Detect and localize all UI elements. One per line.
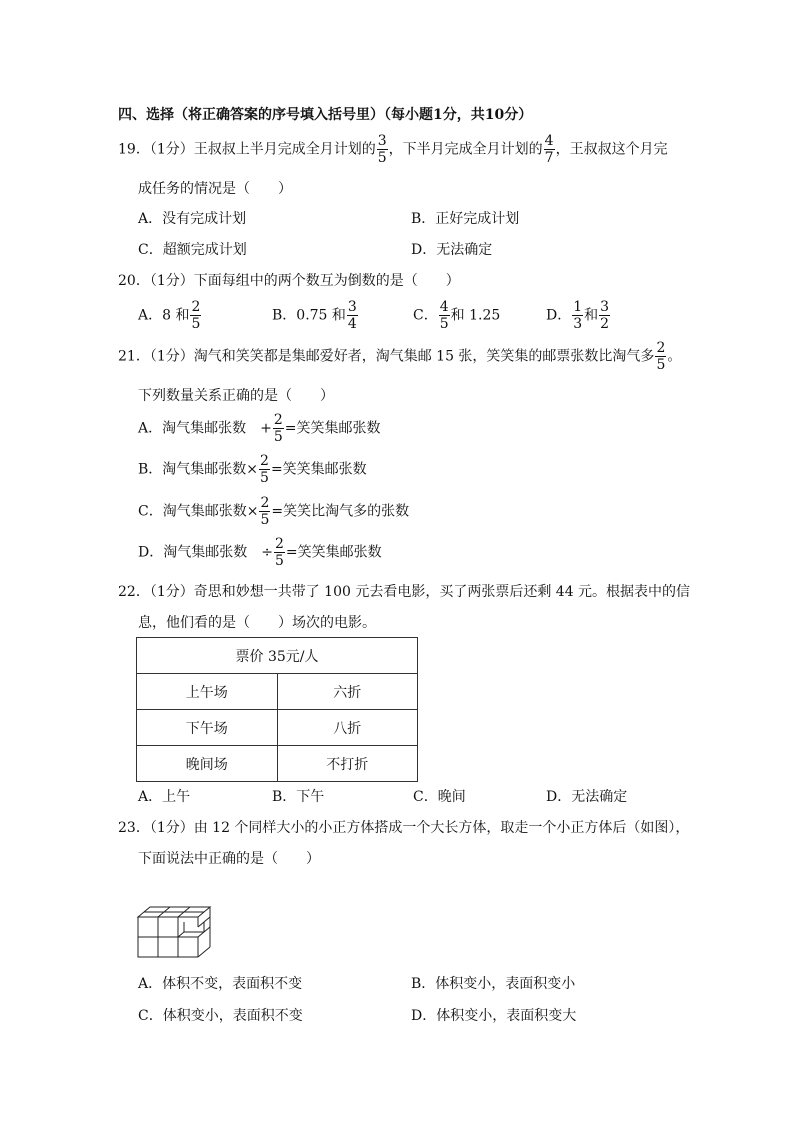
- q22-option-c[interactable]: C．晚间: [413, 789, 466, 805]
- q23-stem-line2: 下面说法中正确的是（ ）: [138, 851, 320, 867]
- table-row: 下午场 八折: [137, 710, 418, 746]
- q19-option-d[interactable]: D．无法确定: [411, 242, 493, 258]
- q22-stem: 22．（1分）奇思和妙想一共带了 100 元去看电影，买了两张票后还剩 44 元。根据表中的信: [118, 584, 691, 600]
- fraction: $\frac{4}{7}$: [544, 133, 554, 166]
- q23-stem: 23．（1分）由 12 个同样大小的小正方体搭成一个大长方体，取走一个小正方体后（如图），: [118, 820, 690, 836]
- q21-option-d[interactable]: D．淘气集邮张数 ÷ $\frac{2}{5}$ =笑笑集邮张数: [138, 536, 382, 569]
- q20-option-c[interactable]: C． $\frac{4}{5}$ 和 1.25: [413, 299, 501, 332]
- ticket-price-table: [136, 637, 418, 782]
- q23-option-b[interactable]: B．体积变小，表面积变小: [411, 976, 576, 992]
- q19-stem: 19．（1分）王叔叔上半月完成全月计划的 $\frac{3}{5}$ ，下半月完成全月计划的 $\frac{4}{7}$ ，王叔叔这个月完: [118, 133, 668, 166]
- cube-figure: [136, 902, 216, 960]
- q22-option-d[interactable]: D．无法确定: [546, 789, 628, 805]
- q20-option-d[interactable]: D． $\frac{1}{3}$ 和 $\frac{3}{2}$: [546, 299, 610, 332]
- table-header-row: [137, 638, 418, 674]
- q20-option-b[interactable]: B．0.75 和 $\frac{3}{4}$: [272, 299, 357, 332]
- table-row: 上午场 六折: [137, 674, 418, 710]
- q19-option-c[interactable]: C．超额完成计划: [138, 242, 247, 258]
- q23-option-c[interactable]: C．体积变小，表面积不变: [138, 1008, 303, 1024]
- q23-option-d[interactable]: D．体积变小，表面积变大: [411, 1008, 577, 1024]
- q22-option-a[interactable]: A．上午: [138, 789, 191, 805]
- q22-stem-line2: 息，他们看的是（ ）场次的电影。: [138, 615, 376, 631]
- fraction: $\frac{3}{5}$: [377, 133, 387, 166]
- q21-stem-line2: 下列数量关系正确的是（ ）: [138, 388, 334, 404]
- table-row: 晚间场 不打折: [137, 746, 418, 782]
- q21-option-c[interactable]: C．淘气集邮张数× $\frac{2}{5}$ =笑笑比淘气多的张数: [138, 495, 410, 528]
- table-header: 票价 35元/人: [137, 638, 418, 674]
- q19-option-a[interactable]: A．没有完成计划: [138, 211, 247, 227]
- q20-stem: 20．（1分）下面每组中的两个数互为倒数的是（ ）: [118, 273, 460, 289]
- q21-option-b[interactable]: B．淘气集邮张数× $\frac{2}{5}$ =笑笑集邮张数: [138, 453, 367, 486]
- q20-option-a[interactable]: A．8 和 $\frac{2}{5}$: [138, 299, 201, 332]
- q23-option-a[interactable]: A．体积不变，表面积不变: [138, 976, 303, 992]
- q19-stem-line2: 成任务的情况是（ ）: [138, 181, 292, 197]
- q21-stem: 21．（1分）淘气和笑笑都是集邮爱好者，淘气集邮 15 张，笑笑集的邮票张数比淘气多 $\frac{2}{5}$ 。: [118, 340, 682, 373]
- section-title: 四、选择（将正确答案的序号填入括号里）（每小题1分，共10分）: [118, 107, 533, 123]
- q19-option-b[interactable]: B．正好完成计划: [411, 211, 520, 227]
- q21-option-a[interactable]: A．淘气集邮张数 + $\frac{2}{5}$ =笑笑集邮张数: [138, 412, 381, 445]
- q22-option-b[interactable]: B．下午: [272, 789, 325, 805]
